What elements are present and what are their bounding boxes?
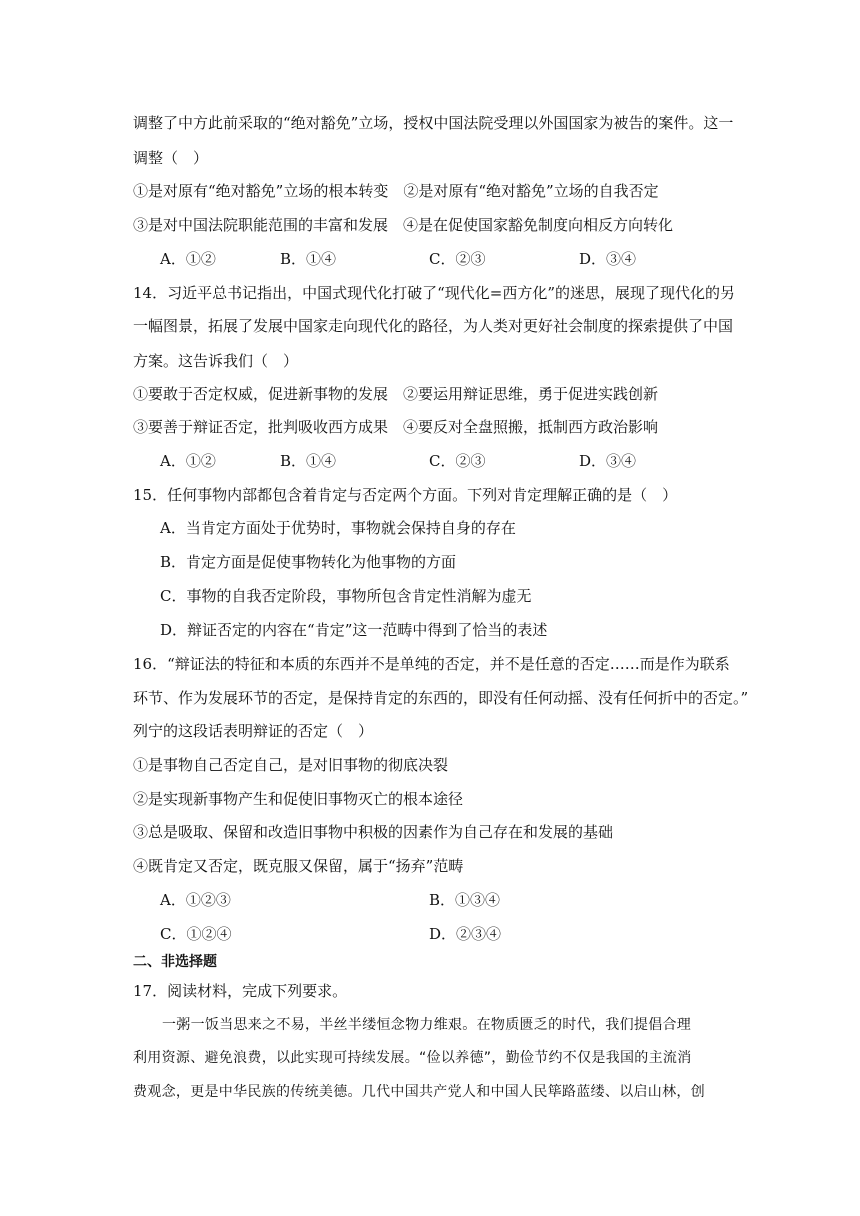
q16-option-c[interactable]: C．①②④ (160, 925, 232, 943)
q14-stem-line-1: 14．习近平总书记指出，中国式现代化打破了“现代化=西方化”的迷思，展现了现代化的另 (133, 284, 735, 302)
q15-option-d[interactable]: D．辩证否定的内容在“肯定”这一范畴中得到了恰当的表述 (160, 621, 548, 639)
q16-statement-1: ①是事物自己否定自己，是对旧事物的彻底决裂 (133, 756, 449, 774)
q14-option-c[interactable]: C．②③ (429, 452, 486, 470)
q15-stem: 15．任何事物内部都包含着肯定与否定两个方面。下列对肯定理解正确的是（ ） (133, 486, 678, 504)
q17-material-line-1: 一粥一饭当思来之不易，半丝半缕恒念物力维艰。在物质匮乏的时代，我们提倡合理 (162, 1017, 692, 1033)
q17-stem: 17．阅读材料，完成下列要求。 (133, 982, 348, 1000)
q14-option-b[interactable]: B．①④ (280, 452, 337, 470)
q14-option-a[interactable]: A．①② (160, 452, 216, 470)
q16-statement-2: ②是实现新事物产生和促使旧事物灭亡的根本途径 (133, 790, 464, 808)
q14-stem-line-3: 方案。这告诉我们（ ） (133, 352, 299, 370)
q16-statement-3: ③总是吸取、保留和改造旧事物中积极的因素作为自己存在和发展的基础 (133, 823, 614, 841)
q15-option-a[interactable]: A．当肯定方面处于优势时，事物就会保持自身的存在 (160, 519, 516, 537)
q16-stem-line-1: 16．“辩证法的特征和本质的东西并不是单纯的否定，并不是任意的否定……而是作为联系 (133, 655, 730, 673)
q13-statement-1-2: ①是对原有“绝对豁免”立场的根本转变 ②是对原有“绝对豁免”立场的自我否定 (133, 182, 659, 200)
q13-stem-line-1: 调整了中方此前采取的“绝对豁免”立场，授权中国法院受理以外国国家为被告的案件。这一 (133, 114, 734, 132)
q15-option-b[interactable]: B．肯定方面是促使事物转化为他事物的方面 (160, 553, 457, 571)
section-heading-non-choice: 二、非选择题 (133, 954, 217, 970)
q16-option-a[interactable]: A．①②③ (160, 891, 231, 909)
q14-stem-line-2: 一幅图景，拓展了发展中国家走向现代化的路径，为人类对更好社会制度的探索提供了中国 (133, 317, 734, 335)
q14-option-d[interactable]: D．③④ (579, 452, 637, 470)
q13-option-a[interactable]: A．①② (160, 250, 216, 268)
q16-stem-line-2: 环节、作为发展环节的否定，是保持肯定的东西的，即没有任何动摇、没有任何折中的否定。” (133, 689, 749, 707)
q13-option-b[interactable]: B．①④ (280, 250, 337, 268)
q16-option-b[interactable]: B．①③④ (429, 891, 501, 909)
q16-stem-line-3: 列宁的这段话表明辩证的否定（ ） (133, 722, 374, 740)
q14-statement-3-4: ③要善于辩证否定，批判吸收西方成果 ④要反对全盘照搬，抵制西方政治影响 (133, 418, 659, 436)
q13-option-c[interactable]: C．②③ (429, 250, 486, 268)
q13-option-d[interactable]: D．③④ (579, 250, 637, 268)
q13-stem-line-2: 调整（ ） (133, 149, 209, 167)
q17-material-line-3: 费观念，更是中华民族的传统美德。几代中国共产党人和中国人民筚路蓝缕、以启山林，创 (133, 1084, 705, 1100)
q15-option-c[interactable]: C．事物的自我否定阶段，事物所包含肯定性消解为虚无 (160, 587, 532, 605)
q14-statement-1-2: ①要敢于否定权威，促进新事物的发展 ②要运用辩证思维，勇于促进实践创新 (133, 385, 659, 403)
q17-material-line-2: 利用资源、避免浪费，以此实现可持续发展。“俭以养德”，勤俭节约不仅是我国的主流消 (133, 1050, 692, 1066)
q16-statement-4: ④既肯定又否定，既克服又保留，属于“扬弃”范畴 (133, 857, 464, 875)
q13-statement-3-4: ③是对中国法院职能范围的丰富和发展 ④是在促使国家豁免制度向相反方向转化 (133, 216, 674, 234)
q16-option-d[interactable]: D．②③④ (429, 925, 502, 943)
